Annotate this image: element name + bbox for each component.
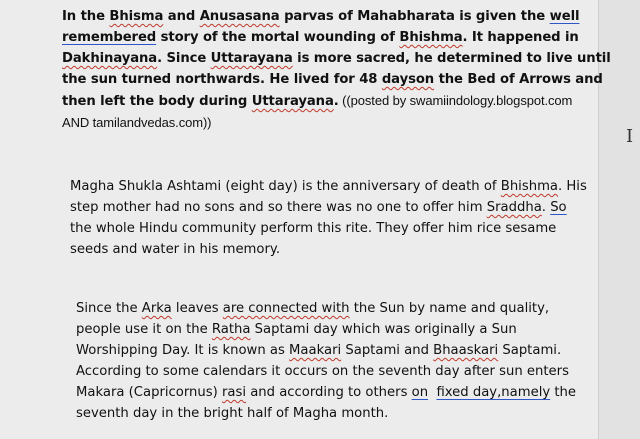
text-line: In the Bhisma and Anusasana parvas of Mahabharata is given the well: [62, 9, 580, 24]
text-line: people use it on the Ratha Saptami day which was originally a Sun: [76, 322, 517, 337]
text-line: step mother had no sons and so there was no one to offer him Sraddha. So: [70, 200, 567, 215]
text-line: Dakhinayana. Since Uttarayana is more sacred, he determined to live until: [62, 51, 611, 66]
text-line: AND tamilandvedas.com)): [62, 115, 212, 130]
text-line: then left the body during Uttarayana. ((posted by swamiindology.blogspot.com: [62, 93, 573, 109]
text-line: remembered story of the mortal wounding of Bhishma. It happened in: [62, 30, 579, 45]
text-line: Since the Arka leaves are connected with the Sun by name and quality,: [76, 301, 550, 316]
text-line: Worshipping Day. It is known as Maakari Saptami and Bhaaskari Saptami.: [76, 343, 562, 358]
text-line: the sun turned northwards. He lived for 48 dayson the Bed of Arrows and: [62, 72, 603, 87]
paragraph-bhishma-wounding[interactable]: [62, 6, 611, 133]
text-line: seventh day in the bright half of Magha month.: [76, 406, 389, 421]
text-cursor-icon: I: [626, 126, 634, 147]
paragraph-ratha-saptami[interactable]: [76, 298, 576, 424]
text-line: According to some calendars it occurs on the seventh day after sun enters: [76, 364, 569, 379]
text-line: seeds and water in his memory.: [70, 242, 281, 257]
text-line: Magha Shukla Ashtami (eight day) is the anniversary of death of Bhishma. His: [70, 179, 587, 194]
paragraph-magha-ashtami[interactable]: [70, 176, 587, 260]
text-line: Makara (Capricornus) rasi and according to others on fixed day,namely the: [76, 385, 577, 400]
text-line: the whole Hindu community perform this rite. They offer him rice sesame: [70, 221, 557, 236]
